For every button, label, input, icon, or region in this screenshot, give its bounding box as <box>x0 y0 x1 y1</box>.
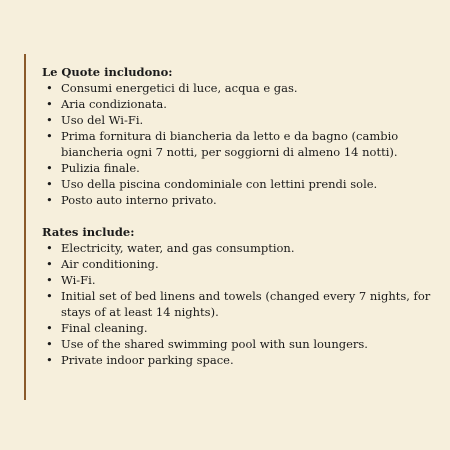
list-item <box>42 192 434 208</box>
bullet-icon: • <box>46 81 53 95</box>
bullet-icon: • <box>46 241 53 255</box>
list-item-text: Uso del Wi-Fi. <box>61 113 144 127</box>
list-item-text: Initial set of bed linens and towels (changed every 7 nights, for stays of at least 14 nights). <box>61 289 431 319</box>
bullet-icon: • <box>46 113 53 127</box>
bullet-icon: • <box>46 193 53 207</box>
bullet-icon: • <box>46 257 53 271</box>
bullet-icon: • <box>46 97 53 111</box>
list-item <box>42 80 434 96</box>
list-item-text: Aria condizionata. <box>61 97 167 111</box>
list-item <box>42 352 434 368</box>
list-item-text: Wi-Fi. <box>61 273 96 287</box>
list-item <box>42 96 434 112</box>
list-item-text: Private indoor parking space. <box>61 353 234 367</box>
bullet-icon: • <box>46 273 53 287</box>
english-section-title: Rates include: <box>42 225 135 239</box>
rates-panel <box>24 54 434 400</box>
italian-section-title: Le Quote includono: <box>42 65 173 79</box>
list-item-text: Electricity, water, and gas consumption. <box>61 241 295 255</box>
bullet-icon: • <box>46 353 53 367</box>
list-item-text: Final cleaning. <box>61 321 148 335</box>
list-item-text: Prima fornitura di biancheria da letto e da bagno (cambio biancheria ogni 7 notti, per soggiorni di almeno 14 notti). <box>61 129 399 159</box>
english-included-list <box>42 240 434 368</box>
list-item <box>42 320 434 336</box>
section-divider <box>42 208 434 224</box>
list-item <box>42 288 434 320</box>
list-item <box>42 272 434 288</box>
bullet-icon: • <box>46 161 53 175</box>
italian-included-list <box>42 80 434 208</box>
bullet-icon: • <box>46 129 53 143</box>
list-item-text: Posto auto interno privato. <box>61 193 217 207</box>
bullet-icon: • <box>46 337 53 351</box>
list-item <box>42 128 434 160</box>
list-item <box>42 160 434 176</box>
list-item-text: Uso della piscina condominiale con lettini prendi sole. <box>61 177 378 191</box>
list-item <box>42 336 434 352</box>
list-item-text: Consumi energetici di luce, acqua e gas. <box>61 81 298 95</box>
list-item <box>42 240 434 256</box>
bullet-icon: • <box>46 321 53 335</box>
list-item-text: Pulizia finale. <box>61 161 140 175</box>
list-item <box>42 256 434 272</box>
list-item-text: Use of the shared swimming pool with sun loungers. <box>61 337 368 351</box>
list-item <box>42 112 434 128</box>
bullet-icon: • <box>46 289 53 303</box>
bullet-icon: • <box>46 177 53 191</box>
list-item-text: Air conditioning. <box>61 257 159 271</box>
list-item <box>42 176 434 192</box>
